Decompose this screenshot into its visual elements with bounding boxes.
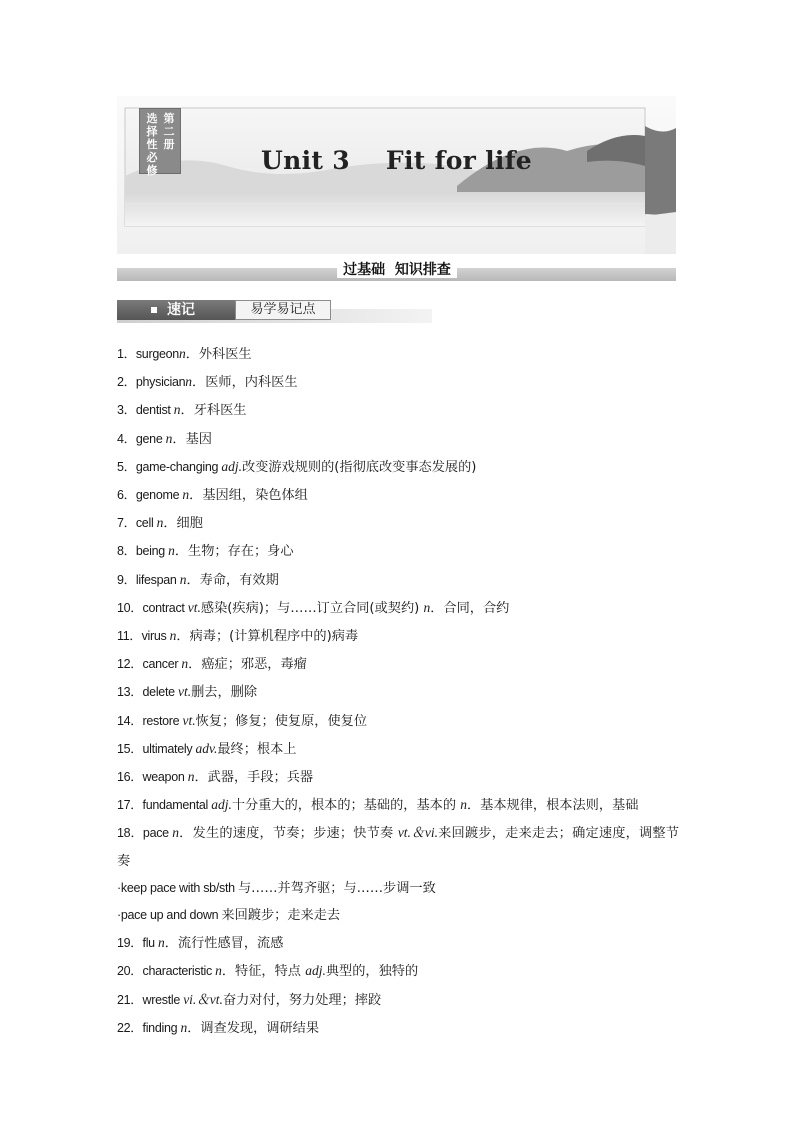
definition: 改变游戏规则的(指彻底改变事态发展的) bbox=[241, 459, 477, 475]
item-number: 14． bbox=[117, 713, 143, 728]
item-number: 7． bbox=[117, 516, 136, 531]
definition: 奋力对付，努力处理；摔跤 bbox=[222, 992, 382, 1008]
vocab-word: contract bbox=[142, 600, 188, 615]
vocab-item bbox=[117, 509, 679, 537]
definition: ．寿命，有效期 bbox=[186, 572, 279, 588]
vocab-item bbox=[117, 368, 679, 396]
vocab-item bbox=[117, 707, 679, 735]
item-number: 22． bbox=[117, 1020, 143, 1035]
vocab-word: pace bbox=[142, 826, 173, 841]
item-number: 8． bbox=[117, 544, 136, 559]
part-of-speech: n bbox=[169, 628, 177, 644]
definition: ．调查发现，调研结果 bbox=[187, 1020, 320, 1036]
item-number: 13． bbox=[117, 685, 143, 700]
item-number: 19． bbox=[117, 936, 143, 951]
definition: 来回踱步；走来走去 bbox=[221, 908, 341, 924]
item-number: 6． bbox=[117, 488, 136, 503]
definition: 最终；根本上 bbox=[217, 741, 297, 757]
vocab-word: lifespan bbox=[135, 572, 180, 587]
item-number: 4． bbox=[117, 431, 136, 446]
vocab-word: fundamental bbox=[142, 798, 212, 813]
vocab-item bbox=[117, 819, 679, 874]
part-of-speech: n bbox=[168, 543, 175, 559]
vocab-item bbox=[117, 763, 679, 791]
vocab-word: restore bbox=[142, 713, 183, 728]
item-number: 18． bbox=[117, 826, 143, 841]
speed-notes-label bbox=[117, 300, 235, 320]
part-of-speech: n bbox=[187, 769, 195, 785]
part-of-speech: adv. bbox=[195, 740, 218, 756]
vocab-word: cell bbox=[135, 516, 157, 531]
vocab-word: cancer bbox=[142, 657, 182, 672]
item-number: 12． bbox=[117, 657, 143, 672]
vocab-word: finding bbox=[142, 1020, 181, 1035]
vocab-word: physician bbox=[135, 375, 186, 390]
definition: 删去，删除 bbox=[191, 685, 258, 701]
part-of-speech: n bbox=[181, 656, 189, 672]
unit-title: Unit 3 Fit for life bbox=[261, 146, 532, 175]
part-of-speech: n bbox=[178, 346, 186, 361]
item-number: 20． bbox=[117, 964, 143, 979]
vocabulary-list bbox=[117, 340, 679, 1042]
vocab-word: genome bbox=[135, 488, 183, 503]
vocab-item bbox=[117, 453, 679, 481]
vocab-item bbox=[117, 986, 679, 1014]
section-band-title bbox=[0, 259, 794, 279]
definition: ．发生的速度，节奏；步速；快节奏 bbox=[178, 826, 398, 842]
definition: 来回踱步，走来走去；确定速度，调整节奏 bbox=[117, 826, 679, 869]
definition: ．基因 bbox=[172, 431, 212, 447]
part-of-speech: vt.＆vi. bbox=[397, 825, 438, 841]
vocab-item bbox=[117, 537, 679, 565]
item-number: 10． bbox=[117, 600, 143, 615]
vocab-item bbox=[117, 425, 679, 453]
definition: ．医师，内科医生 bbox=[192, 375, 298, 391]
speed-notes-subtitle: 易学易记点 bbox=[235, 300, 331, 320]
vocab-item bbox=[117, 957, 679, 985]
part-of-speech: n bbox=[172, 825, 179, 841]
definition: ．流行性感冒，流感 bbox=[164, 936, 284, 952]
part-of-speech: n bbox=[182, 487, 190, 503]
part-of-speech: n bbox=[179, 571, 187, 587]
part-of-speech: n bbox=[156, 515, 164, 531]
definition: ．基本规律，根本法则，基础 bbox=[466, 798, 639, 814]
vocab-item bbox=[117, 481, 679, 509]
definition: ．牙科医生 bbox=[180, 403, 247, 419]
part-of-speech: vi.＆vt. bbox=[183, 991, 223, 1007]
item-number: 15． bbox=[117, 741, 143, 756]
vocab-item bbox=[117, 622, 679, 650]
vocab-item bbox=[117, 566, 679, 594]
speed-notes-label-text: 速记 bbox=[167, 302, 195, 318]
vocab-item bbox=[117, 594, 679, 622]
item-number: 9． bbox=[117, 572, 136, 587]
square-bullet-icon bbox=[151, 307, 157, 313]
item-number: 16． bbox=[117, 770, 143, 785]
part-of-speech: n bbox=[165, 430, 173, 446]
vocab-item bbox=[117, 791, 679, 819]
vocab-item bbox=[117, 1014, 679, 1042]
vocab-word: virus bbox=[141, 629, 170, 644]
book-tag-volume: 第二册 bbox=[163, 112, 175, 151]
phrase-item bbox=[117, 875, 679, 902]
definition: ．细胞 bbox=[163, 516, 203, 532]
part-of-speech: vt. bbox=[177, 684, 192, 700]
vocab-word: gene bbox=[135, 431, 166, 446]
vocab-word: delete bbox=[142, 685, 178, 700]
vocab-item bbox=[117, 650, 679, 678]
part-of-speech: adj. bbox=[305, 963, 326, 979]
vocab-word: characteristic bbox=[142, 964, 216, 979]
item-number: 3． bbox=[117, 403, 136, 418]
phrase-item bbox=[117, 902, 679, 929]
vocab-word: dentist bbox=[135, 403, 174, 418]
part-of-speech: adj. bbox=[211, 797, 232, 813]
definition: ．病毒；(计算机程序中的)病毒 bbox=[176, 629, 359, 645]
definition: ．外科医生 bbox=[185, 347, 252, 362]
definition: ．武器，手段；兵器 bbox=[194, 770, 314, 786]
vocab-item bbox=[117, 340, 679, 368]
definition: 恢复；修复；使复原，使复位 bbox=[195, 713, 368, 729]
unit-banner bbox=[117, 96, 676, 254]
part-of-speech: n bbox=[460, 797, 467, 813]
section-band-title-text: 过基础 知识排查 bbox=[337, 262, 457, 278]
vocab-item bbox=[117, 396, 679, 424]
vocab-word: being bbox=[135, 544, 169, 559]
part-of-speech: n bbox=[185, 374, 193, 390]
part-of-speech: n bbox=[158, 935, 165, 951]
definition: ．特征，特点 bbox=[221, 964, 306, 980]
definition: 与……并驾齐驱；与……步调一致 bbox=[237, 880, 436, 896]
item-number: 5． bbox=[117, 459, 136, 474]
vocab-item bbox=[117, 678, 679, 706]
part-of-speech: vt. bbox=[187, 599, 201, 615]
vocab-word: game-changing bbox=[135, 459, 222, 474]
part-of-speech: n bbox=[173, 402, 181, 418]
phrase: ·keep pace with sb/sth bbox=[117, 880, 238, 895]
part-of-speech: adj. bbox=[221, 458, 242, 474]
landscape-illustration bbox=[117, 96, 676, 254]
item-number: 21． bbox=[117, 992, 143, 1007]
definition: ．生物；存在；身心 bbox=[174, 544, 294, 560]
book-tag-series: 选择性必修 bbox=[146, 112, 158, 177]
vocab-word: weapon bbox=[142, 770, 188, 785]
vocab-word: surgeon bbox=[135, 347, 179, 361]
vocab-item bbox=[117, 929, 679, 957]
vocab-item bbox=[117, 735, 679, 763]
definition: 感染(疾病)；与……订立合同(或契约) bbox=[200, 600, 424, 616]
vocab-word: wrestle bbox=[142, 992, 184, 1007]
item-number: 17． bbox=[117, 798, 143, 813]
definition: 十分重大的，根本的；基础的，基本的 bbox=[231, 798, 461, 814]
part-of-speech: n bbox=[423, 599, 431, 615]
part-of-speech: n bbox=[180, 1019, 188, 1035]
item-number: 1． bbox=[117, 347, 136, 361]
part-of-speech: n bbox=[215, 963, 222, 979]
item-number: 11． bbox=[117, 629, 142, 644]
vocab-word: flu bbox=[142, 936, 158, 951]
definition: 典型的，独特的 bbox=[325, 964, 419, 980]
definition: ．癌症；邪恶，毒瘤 bbox=[188, 657, 307, 673]
definition: ．合同，合约 bbox=[430, 600, 510, 616]
part-of-speech: vt. bbox=[182, 712, 196, 728]
definition: ．基因组，染色体组 bbox=[189, 488, 308, 504]
item-number: 2． bbox=[117, 375, 136, 390]
phrase: ·pace up and down bbox=[117, 908, 222, 923]
vocab-word: ultimately bbox=[142, 741, 196, 756]
